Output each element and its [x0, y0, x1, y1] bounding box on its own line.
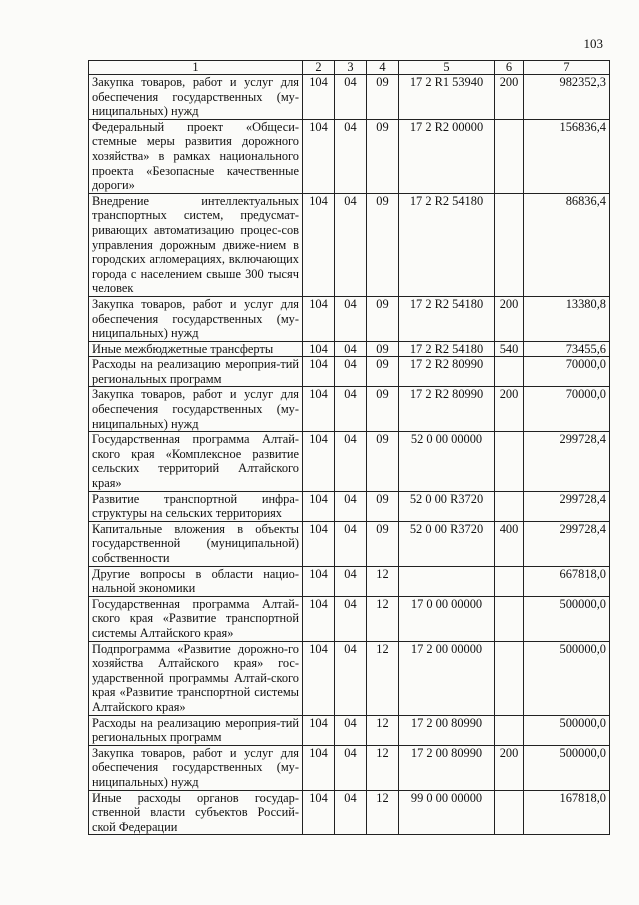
row-code-2-cell: 104 — [303, 75, 335, 120]
row-name-cell: Закупка товаров, работ и услуг для обеспечения государственных (му-ниципальных) нужд — [89, 387, 303, 432]
row-code-5-cell: 52 0 00 00000 — [399, 432, 495, 491]
table-row — [89, 566, 610, 596]
table-row — [89, 745, 610, 790]
row-code-5-cell: 17 2 R2 80990 — [399, 387, 495, 432]
row-amount-cell: 167818,0 — [524, 790, 610, 835]
table-row — [89, 432, 610, 491]
row-name-cell: Расходы на реализацию мероприя-тий региональных программ — [89, 357, 303, 387]
row-code-6-cell — [495, 596, 524, 641]
row-amount-cell: 73455,6 — [524, 341, 610, 357]
header-cell: 6 — [495, 61, 524, 75]
row-code-3-cell: 04 — [335, 596, 367, 641]
row-amount-cell: 299728,4 — [524, 491, 610, 521]
row-code-2-cell: 104 — [303, 296, 335, 341]
row-code-5-cell: 52 0 00 R3720 — [399, 521, 495, 566]
row-amount-cell: 500000,0 — [524, 596, 610, 641]
row-code-2-cell: 104 — [303, 357, 335, 387]
row-amount-cell: 500000,0 — [524, 745, 610, 790]
row-code-6-cell — [495, 715, 524, 745]
row-code-6-cell: 400 — [495, 521, 524, 566]
row-amount-cell: 500000,0 — [524, 715, 610, 745]
row-name-cell: Закупка товаров, работ и услуг для обеспечения государственных (му-ниципальных) нужд — [89, 745, 303, 790]
row-amount-cell: 86836,4 — [524, 193, 610, 296]
row-code-6-cell — [495, 641, 524, 715]
row-code-2-cell: 104 — [303, 790, 335, 835]
row-name-cell: Государственная программа Алтай-ского края «Развитие транспортной системы Алтайского края» — [89, 596, 303, 641]
row-code-2-cell: 104 — [303, 119, 335, 193]
row-code-5-cell — [399, 566, 495, 596]
row-code-6-cell — [495, 566, 524, 596]
header-cell: 4 — [367, 61, 399, 75]
row-code-5-cell: 17 2 R2 54180 — [399, 296, 495, 341]
row-name-cell: Федеральный проект «Общеси-стемные меры развития дорожного хозяйства» в рамках национального проекта «Безопасные качественные дороги» — [89, 119, 303, 193]
row-code-4-cell: 12 — [367, 745, 399, 790]
row-code-5-cell: 17 0 00 00000 — [399, 596, 495, 641]
row-code-4-cell: 12 — [367, 641, 399, 715]
row-code-2-cell: 104 — [303, 521, 335, 566]
budget-table — [88, 60, 610, 835]
row-code-3-cell: 04 — [335, 432, 367, 491]
row-amount-cell: 156836,4 — [524, 119, 610, 193]
table-row — [89, 596, 610, 641]
row-name-cell: Внедрение интеллектуальных транспортных систем, предусмат-ривающих автоматизацию процес-сов управления дорожным движе-нием в городских агломерациях, включающих города с населением свыше 300 тысяч человек — [89, 193, 303, 296]
header-cell: 5 — [399, 61, 495, 75]
row-code-3-cell: 04 — [335, 715, 367, 745]
row-name-cell: Развитие транспортной инфра-структуры на сельских территориях — [89, 491, 303, 521]
row-code-4-cell: 09 — [367, 341, 399, 357]
row-code-5-cell: 17 2 R2 54180 — [399, 341, 495, 357]
table-row — [89, 75, 610, 120]
table-row — [89, 521, 610, 566]
row-name-cell: Иные межбюджетные трансферты — [89, 341, 303, 357]
row-code-6-cell — [495, 432, 524, 491]
table-row — [89, 357, 610, 387]
row-code-3-cell: 04 — [335, 387, 367, 432]
row-code-5-cell: 17 2 R2 00000 — [399, 119, 495, 193]
row-code-6-cell — [495, 193, 524, 296]
row-code-2-cell: 104 — [303, 715, 335, 745]
table-row — [89, 641, 610, 715]
header-cell: 1 — [89, 61, 303, 75]
header-cell: 2 — [303, 61, 335, 75]
row-code-4-cell: 09 — [367, 491, 399, 521]
row-code-2-cell: 104 — [303, 596, 335, 641]
row-code-6-cell — [495, 119, 524, 193]
row-amount-cell: 667818,0 — [524, 566, 610, 596]
row-code-4-cell: 09 — [367, 119, 399, 193]
row-code-3-cell: 04 — [335, 357, 367, 387]
row-name-cell: Капитальные вложения в объекты государственной (муниципальной) собственности — [89, 521, 303, 566]
table-row — [89, 790, 610, 835]
row-code-4-cell: 09 — [367, 75, 399, 120]
row-name-cell: Другие вопросы в области нацио-нальной экономики — [89, 566, 303, 596]
row-name-cell: Расходы на реализацию мероприя-тий региональных программ — [89, 715, 303, 745]
row-code-5-cell: 17 2 00 80990 — [399, 745, 495, 790]
row-code-3-cell: 04 — [335, 790, 367, 835]
row-code-3-cell: 04 — [335, 521, 367, 566]
row-code-3-cell: 04 — [335, 745, 367, 790]
row-code-3-cell: 04 — [335, 119, 367, 193]
row-code-5-cell: 17 2 R1 53940 — [399, 75, 495, 120]
row-code-5-cell: 17 2 00 80990 — [399, 715, 495, 745]
row-code-2-cell: 104 — [303, 745, 335, 790]
row-code-5-cell: 99 0 00 00000 — [399, 790, 495, 835]
row-name-cell: Государственная программа Алтай-ского края «Комплексное развитие сельских территорий Алтайского края» — [89, 432, 303, 491]
row-code-6-cell: 200 — [495, 387, 524, 432]
row-amount-cell: 500000,0 — [524, 641, 610, 715]
row-amount-cell: 70000,0 — [524, 357, 610, 387]
header-cell: 7 — [524, 61, 610, 75]
row-code-3-cell: 04 — [335, 341, 367, 357]
row-code-3-cell: 04 — [335, 75, 367, 120]
row-amount-cell: 70000,0 — [524, 387, 610, 432]
header-cell: 3 — [335, 61, 367, 75]
row-code-6-cell: 200 — [495, 296, 524, 341]
row-code-4-cell: 09 — [367, 432, 399, 491]
row-code-3-cell: 04 — [335, 193, 367, 296]
row-code-5-cell: 17 2 00 00000 — [399, 641, 495, 715]
row-amount-cell: 299728,4 — [524, 432, 610, 491]
table-row — [89, 296, 610, 341]
row-code-3-cell: 04 — [335, 296, 367, 341]
table-row — [89, 119, 610, 193]
row-code-5-cell: 17 2 R2 54180 — [399, 193, 495, 296]
header-row — [89, 61, 610, 75]
row-amount-cell: 982352,3 — [524, 75, 610, 120]
row-code-4-cell: 09 — [367, 296, 399, 341]
row-code-4-cell: 09 — [367, 521, 399, 566]
table-row — [89, 341, 610, 357]
row-code-4-cell: 12 — [367, 715, 399, 745]
row-code-2-cell: 104 — [303, 566, 335, 596]
row-code-4-cell: 09 — [367, 357, 399, 387]
row-code-6-cell — [495, 357, 524, 387]
row-code-3-cell: 04 — [335, 566, 367, 596]
row-amount-cell: 299728,4 — [524, 521, 610, 566]
row-code-4-cell: 12 — [367, 790, 399, 835]
row-code-2-cell: 104 — [303, 387, 335, 432]
row-code-3-cell: 04 — [335, 491, 367, 521]
row-code-4-cell: 09 — [367, 193, 399, 296]
row-code-4-cell: 12 — [367, 596, 399, 641]
row-code-4-cell: 09 — [367, 387, 399, 432]
row-code-6-cell: 540 — [495, 341, 524, 357]
row-name-cell: Иные расходы органов государ-ственной власти субъектов Россий-ской Федерации — [89, 790, 303, 835]
row-code-3-cell: 04 — [335, 641, 367, 715]
row-code-2-cell: 104 — [303, 491, 335, 521]
row-name-cell: Закупка товаров, работ и услуг для обеспечения государственных (му-ниципальных) нужд — [89, 75, 303, 120]
table-body — [89, 75, 610, 835]
table-row — [89, 193, 610, 296]
row-code-2-cell: 104 — [303, 341, 335, 357]
row-code-4-cell: 12 — [367, 566, 399, 596]
row-code-6-cell — [495, 790, 524, 835]
row-code-2-cell: 104 — [303, 641, 335, 715]
page-number: 103 — [583, 36, 603, 51]
table-row — [89, 491, 610, 521]
row-code-2-cell: 104 — [303, 193, 335, 296]
row-code-5-cell: 52 0 00 R3720 — [399, 491, 495, 521]
row-code-6-cell — [495, 491, 524, 521]
table-row — [89, 715, 610, 745]
table-row — [89, 387, 610, 432]
row-code-6-cell: 200 — [495, 75, 524, 120]
row-amount-cell: 13380,8 — [524, 296, 610, 341]
row-code-2-cell: 104 — [303, 432, 335, 491]
row-code-5-cell: 17 2 R2 80990 — [399, 357, 495, 387]
row-name-cell: Подпрограмма «Развитие дорожно-го хозяйства Алтайского края» гос-ударственной программы Алтай-ского края «Развитие транспортной системы Алтайского края» — [89, 641, 303, 715]
row-code-6-cell: 200 — [495, 745, 524, 790]
row-name-cell: Закупка товаров, работ и услуг для обеспечения государственных (му-ниципальных) нужд — [89, 296, 303, 341]
